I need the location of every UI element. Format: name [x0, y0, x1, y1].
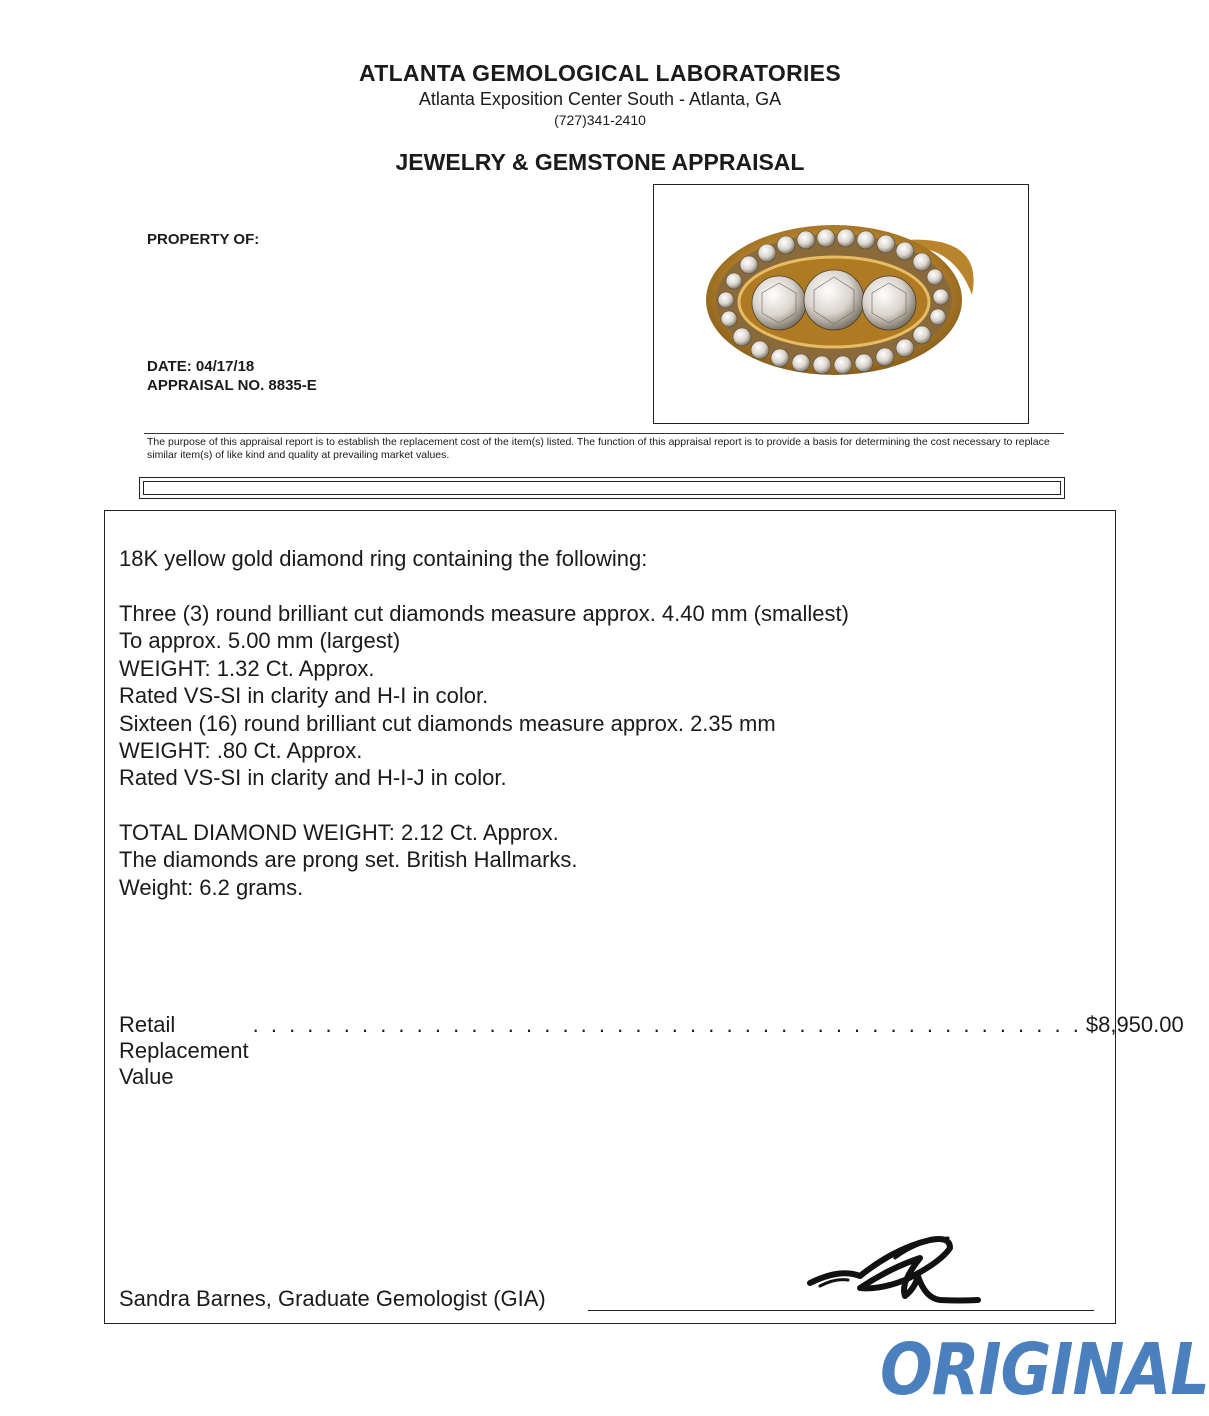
accent-stones-line: WEIGHT: .80 Ct. Approx. — [119, 738, 363, 763]
summary-line: The diamonds are prong set. British Hallmarks. — [119, 847, 578, 872]
replacement-value-amount: $8,950.00 — [1085, 1012, 1184, 1037]
appraisal-date: DATE: 04/17/18 — [147, 358, 255, 375]
replacement-value-label: Retail Replacement Value — [119, 1012, 249, 1089]
purpose-statement: The purpose of this appraisal report is to establish the replacement cost of the item(s) listed. The function of this appraisal report is to provide a basis for determining the cost necessary to replace similar item(s) of like kind and quality at prevailing market values. — [147, 436, 1050, 461]
center-stones-line: WEIGHT: 1.32 Ct. Approx. — [119, 656, 375, 681]
appraiser-name: Sandra Barnes, Graduate Gemologist (GIA) — [119, 1286, 546, 1311]
lab-phone: (727)341-2410 — [554, 112, 646, 128]
center-stones-line: To approx. 5.00 mm (largest) — [119, 628, 401, 653]
leader-dots: . . . . . . . . . . . . . . . . . . . . . . . . . . . . . . . . . . . . . . . . . . . . . . — [252, 1012, 1082, 1037]
description-intro: 18K yellow gold diamond ring containing the following: — [119, 546, 648, 571]
lab-name: ATLANTA GEMOLOGICAL LABORATORIES — [359, 60, 841, 86]
center-stones-line: Rated VS-SI in clarity and H-I in color. — [119, 683, 489, 708]
original-stamp: ORIGINAL — [880, 1327, 1209, 1412]
ring-photo — [653, 184, 1029, 424]
handwritten-signature-icon — [800, 1228, 1000, 1323]
center-stones-line: Three (3) round brilliant cut diamonds measure approx. 4.40 mm (smallest) — [119, 601, 849, 626]
purpose-top-rule — [144, 433, 1064, 434]
summary-line: TOTAL DIAMOND WEIGHT: 2.12 Ct. Approx. — [119, 820, 559, 845]
accent-stones-line: Sixteen (16) round brilliant cut diamonds measure approx. 2.35 mm — [119, 711, 776, 736]
appraisal-number: APPRAISAL NO. 8835-E — [147, 377, 317, 394]
accent-stones-line: Rated VS-SI in clarity and H-I-J in color. — [119, 765, 507, 790]
document-title: JEWELRY & GEMSTONE APPRAISAL — [395, 149, 805, 175]
property-of-label: PROPERTY OF: — [147, 231, 260, 248]
lab-address: Atlanta Exposition Center South - Atlanta, GA — [418, 89, 782, 109]
section-divider-inner — [143, 481, 1061, 495]
replacement-value-row — [119, 1012, 1184, 1089]
diamond-ring-photo-icon — [654, 185, 1027, 422]
summary-line: Weight: 6.2 grams. — [119, 875, 304, 900]
section-divider-bar — [139, 477, 1065, 499]
